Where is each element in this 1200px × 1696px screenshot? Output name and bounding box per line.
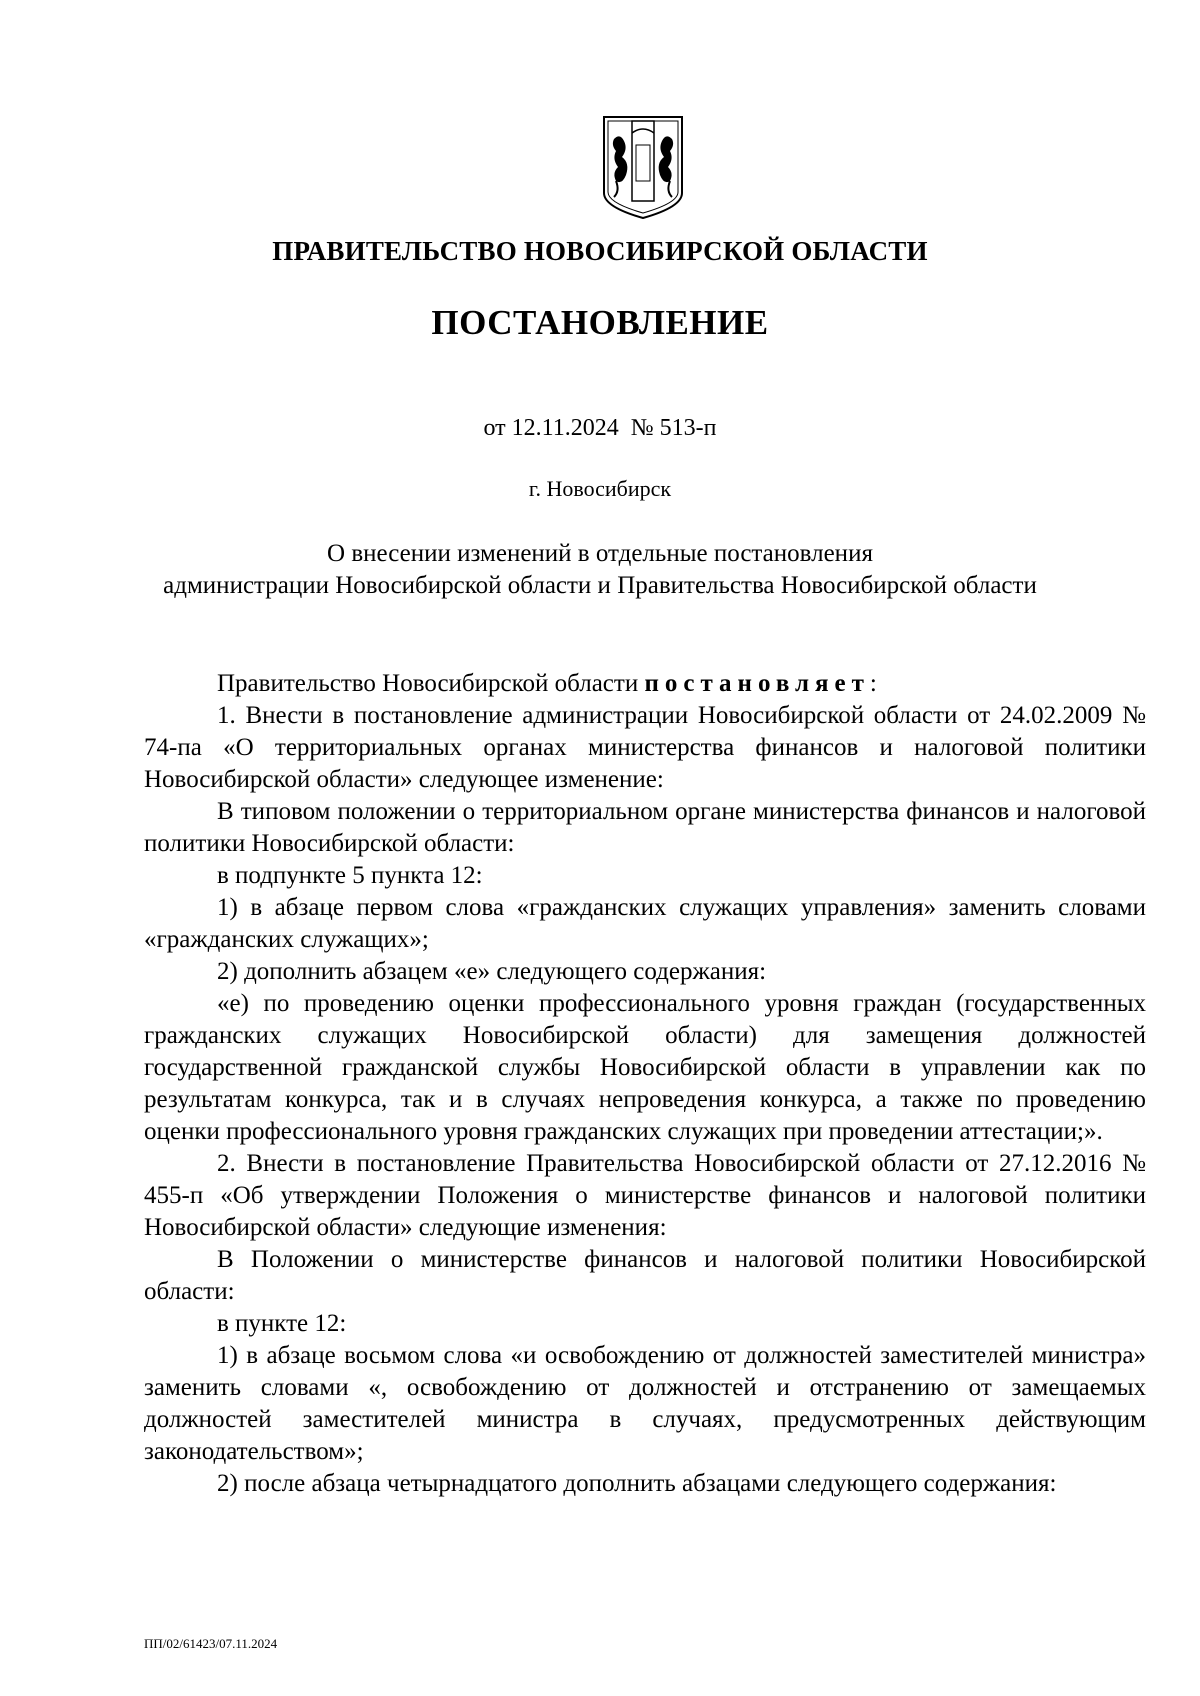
preamble-text: Правительство Новосибирской области bbox=[217, 670, 639, 697]
document-number: № 513-п bbox=[630, 415, 717, 441]
preamble-colon: : bbox=[869, 670, 877, 697]
subject-line-2: администрации Новосибирской области и Правительства Новосибирской области bbox=[163, 572, 1037, 599]
document-date: от 12.11.2024 bbox=[483, 415, 619, 441]
document-subject bbox=[0, 538, 1200, 602]
paragraph-6: «е) по проведению оценки профессионального уровня граждан (государственных гражданских служащих Новосибирской области) для замещения должностей государственной гражданской службы Новосибирской области в управлении как по результатам конкурса, так и в случаях непроведения конкурса, а также по проведению оценки профессионального уровня гражданских служащих при проведении аттестации;». bbox=[144, 990, 1146, 1145]
subject-line-1: О внесении изменений в отдельные постановления bbox=[327, 540, 873, 567]
preamble-verb: постановляет bbox=[644, 670, 870, 697]
paragraph-2: В типовом положении о территориальном органе министерства финансов и налоговой политики Новосибирской области: bbox=[144, 798, 1146, 857]
paragraph-4: 1) в абзаце первом слова «гражданских служащих управления» заменить словами «гражданских служащих»; bbox=[144, 894, 1146, 953]
paragraph-7: 2. Внести в постановление Правительства Новосибирской области от 27.12.2016 № 455-п «Об утверждении Положения о министерстве финансов и налоговой политики Новосибирской области» следующие изменения: bbox=[144, 1150, 1146, 1241]
paragraph-1: 1. Внести в постановление администрации Новосибирской области от 24.02.2009 № 74-па «О территориальных органах министерства финансов и налоговой политики Новосибирской области» следующее изменение: bbox=[144, 702, 1146, 793]
paragraph-9: в пункте 12: bbox=[217, 1310, 347, 1337]
paragraph-3: в подпункте 5 пункта 12: bbox=[217, 862, 483, 889]
paragraph-8: В Положении о министерстве финансов и налоговой политики Новосибирской области: bbox=[144, 1246, 1146, 1305]
document-city: г. Новосибирск bbox=[528, 476, 672, 501]
coat-of-arms-emblem bbox=[602, 115, 684, 220]
document-date-number bbox=[0, 415, 1200, 442]
preamble-paragraph bbox=[144, 668, 1146, 700]
paragraph-10: 1) в абзаце восьмом слова «и освобождению от должностей заместителей министра» заменить словами «, освобождению от должностей и отстранению от замещаемых должностей заместителей министра в случаях, предусмотренных действующим законодательством»; bbox=[144, 1342, 1146, 1465]
document-footer-code: ПП/02/61423/07.11.2024 bbox=[144, 1636, 278, 1651]
government-name: ПРАВИТЕЛЬСТВО НОВОСИБИРСКОЙ ОБЛАСТИ bbox=[272, 236, 928, 266]
paragraph-11: 2) после абзаца четырнадцатого дополнить абзацами следующего содержания: bbox=[217, 1470, 1057, 1497]
paragraph-5: 2) дополнить абзацем «е» следующего содержания: bbox=[217, 958, 767, 985]
document-body bbox=[144, 668, 1146, 1500]
document-type-title: ПОСТАНОВЛЕНИЕ bbox=[431, 303, 769, 342]
